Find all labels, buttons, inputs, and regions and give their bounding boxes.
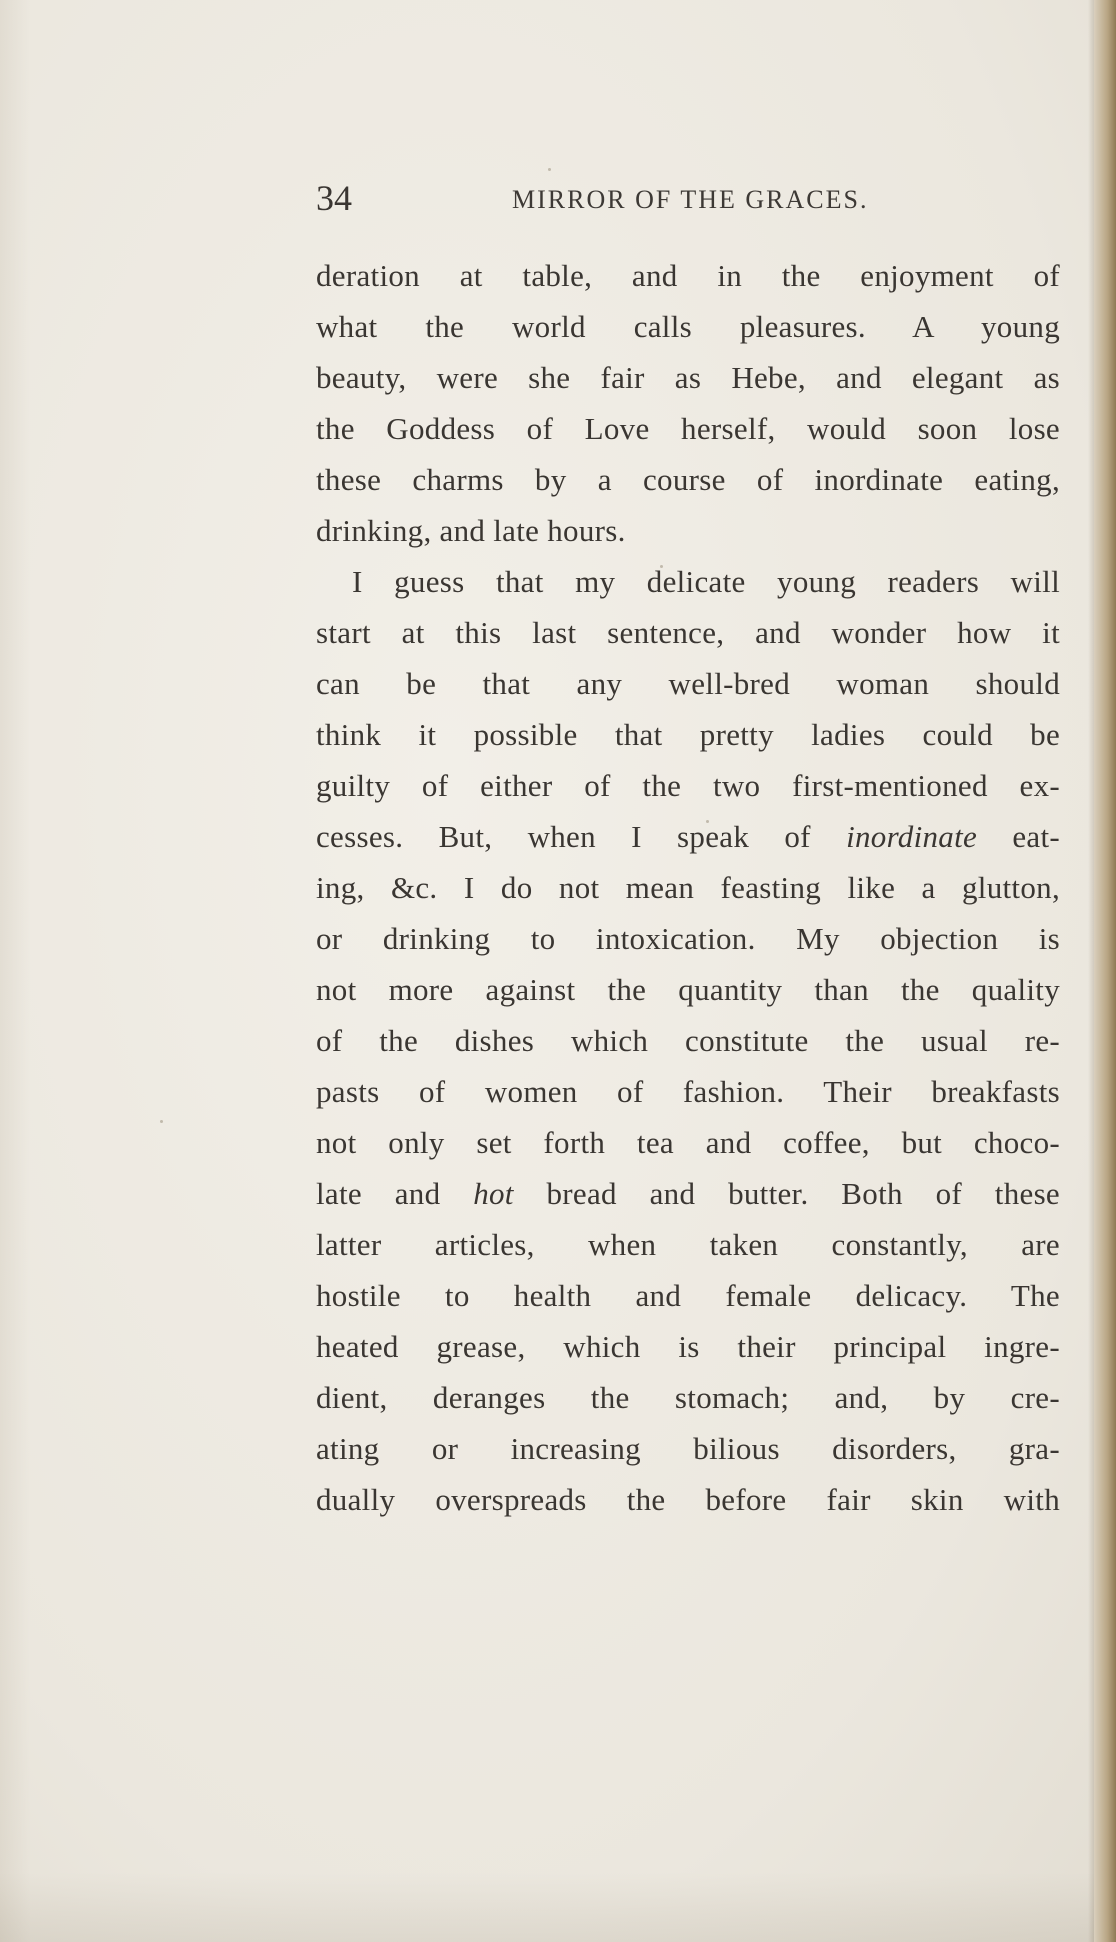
text-line-hot: [316, 1168, 1060, 1219]
text-line: dually overspreads the before fair skin with: [316, 1482, 1060, 1517]
book-spine-edge: [1094, 0, 1116, 1942]
text-line: heated grease, which is their principal ingre-: [316, 1329, 1060, 1364]
italic-emphasis: hot: [473, 1176, 514, 1211]
text-line: latter articles, when taken constantly, are: [316, 1227, 1060, 1262]
text-segment: bread and butter. Both of these: [513, 1176, 1060, 1211]
paper-speck: [548, 168, 551, 171]
text-line: I guess that my delicate young readers will: [352, 564, 1060, 599]
text-line: beauty, were she fair as Hebe, and elegant as: [316, 360, 1060, 395]
text-segment: late and: [316, 1176, 474, 1211]
text-segment: cesses. But, when I speak of: [316, 819, 847, 854]
text-line: guilty of either of the two first-mentioned ex-: [316, 768, 1060, 803]
page-header: [316, 176, 1076, 220]
text-line: think it possible that pretty ladies could be: [316, 717, 1060, 752]
page-number: 34: [316, 178, 352, 218]
text-line: not more against the quantity than the quality: [316, 972, 1060, 1007]
paper-speck: [160, 1120, 163, 1123]
italic-emphasis: inordinate: [846, 819, 978, 854]
text-line: deration at table, and in the enjoyment of: [316, 258, 1060, 293]
text-line: ing, &c. I do not mean feasting like a glutton,: [316, 870, 1060, 905]
text-line: these charms by a course of inordinate eating,: [316, 462, 1060, 497]
text-line: what the world calls pleasures. A young: [316, 309, 1060, 344]
text-line: ating or increasing bilious disorders, gra-: [316, 1431, 1060, 1466]
text-line: the Goddess of Love herself, would soon lose: [316, 411, 1060, 446]
page-gutter-shade: [0, 0, 30, 1942]
text-line: pasts of women of fashion. Their breakfasts: [316, 1074, 1060, 1109]
text-line: hostile to health and female delicacy. The: [316, 1278, 1060, 1313]
page-bottom-shadow: [0, 1872, 1094, 1942]
text-line: or drinking to intoxication. My objection is: [316, 921, 1060, 956]
text-segment: eat-: [977, 819, 1060, 854]
text-line: dient, deranges the stomach; and, by cre-: [316, 1380, 1060, 1415]
running-title: MIRROR OF THE GRACES.: [512, 185, 869, 214]
text-line: drinking, and late hours.: [316, 513, 626, 548]
text-line-inordinate: [316, 811, 1060, 862]
body-text: [316, 250, 1060, 1525]
text-line: start at this last sentence, and wonder how it: [316, 615, 1060, 650]
text-line: not only set forth tea and coffee, but choco-: [316, 1125, 1060, 1160]
text-line: of the dishes which constitute the usual re-: [316, 1023, 1060, 1058]
text-line: can be that any well-bred woman should: [316, 666, 1060, 701]
